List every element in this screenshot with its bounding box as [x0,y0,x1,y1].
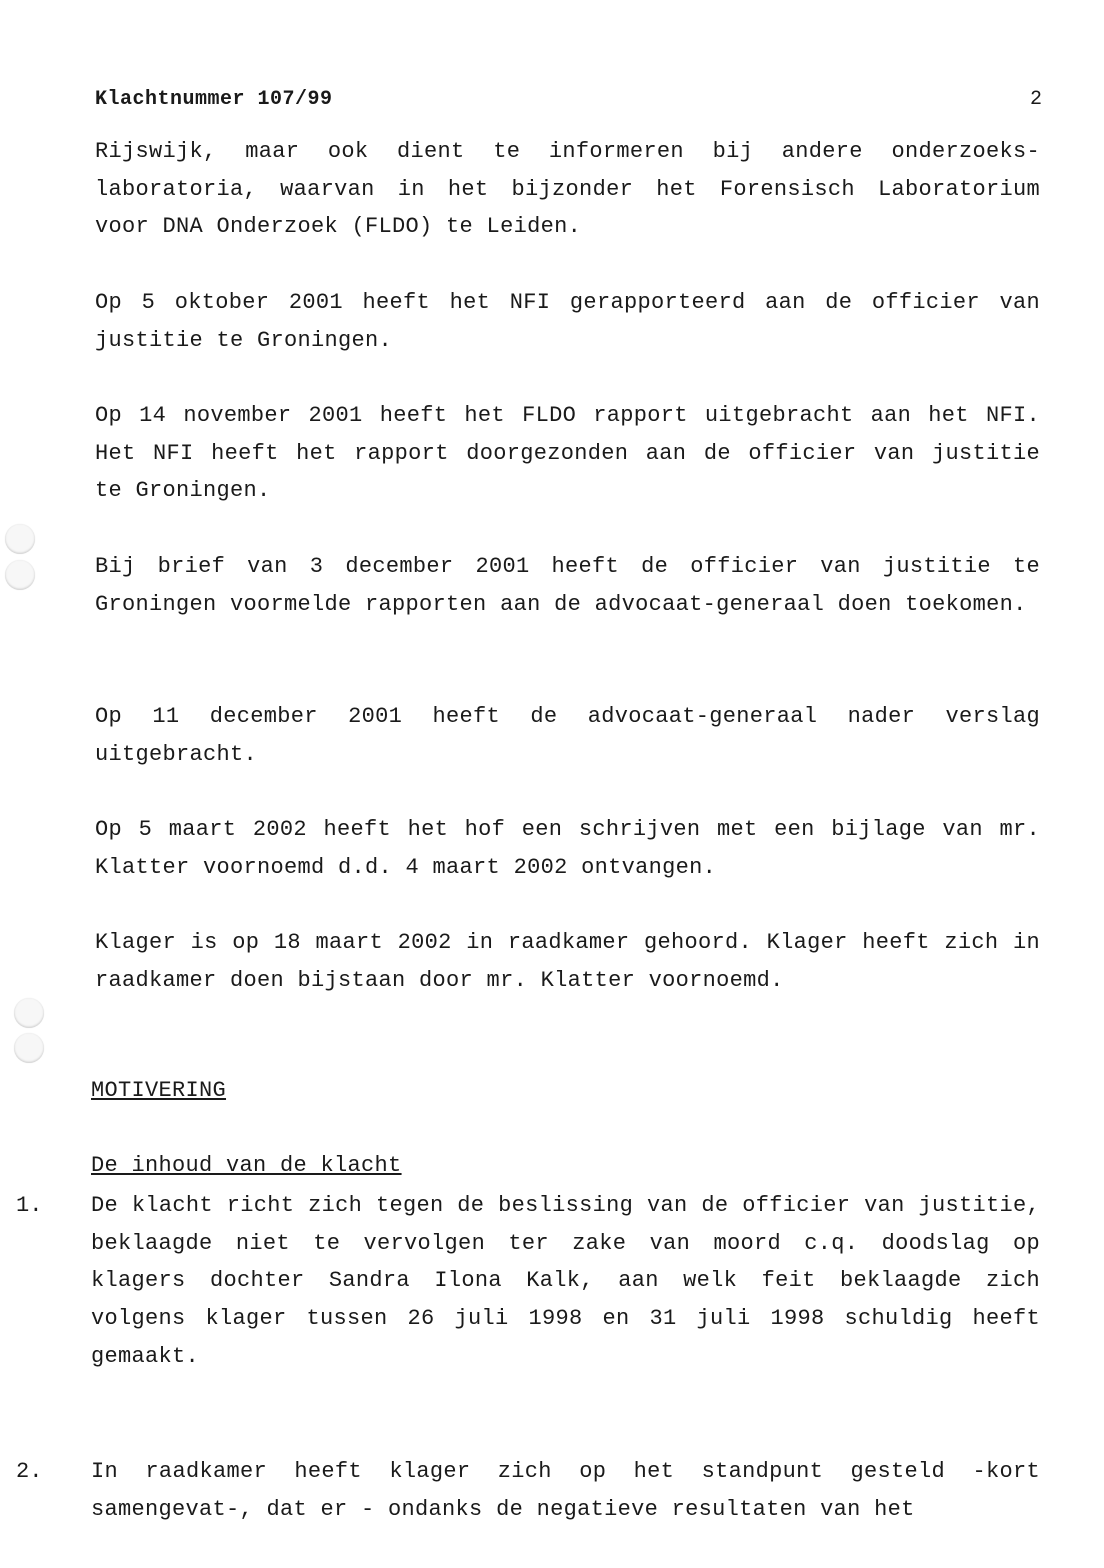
paragraph-5-oktober: Op 5 oktober 2001 heeft het NFI gerapporteerd aan de officier van justitie te Groningen. [95,290,1040,353]
punch-hole-icon [14,1033,44,1063]
punch-hole-icon [5,560,35,590]
item-text-1: De klacht richt zich tegen de beslissing van de officier van justitie, beklaagde niet te vervolgen ter zake van moord c.q. doodslag op klagers dochter Sandra Ilona Kalk, aan welk feit beklaagde zich volgens klager tussen 26 juli 1998 en 31 juli 1998 schuldig heeft gemaakt. [91,1193,1040,1369]
paragraph-3-december: Bij brief van 3 december 2001 heeft de officier van justitie te Groningen voormelde rapporten aan de advocaat-generaal doen toekomen. [95,554,1040,617]
section-heading: MOTIVERING [91,1078,227,1103]
paragraph-14-november: Op 14 november 2001 heeft het FLDO rapport uitgebracht aan het NFI. Het NFI heeft het rapport doorgezonden aan de officier van justitie te Groningen. [95,403,1040,504]
page-number: 2 [1029,88,1042,111]
item-number-1: 1. [16,1193,43,1218]
punch-hole-icon [5,524,35,554]
complaint-number-header: Klachtnummer 107/99 [95,88,333,111]
item-number-2: 2. [16,1459,43,1484]
section-subheading: De inhoud van de klacht [91,1153,402,1178]
punch-hole-icon [14,998,44,1028]
paragraph-18-maart: Klager is op 18 maart 2002 in raadkamer gehoord. Klager heeft zich in raadkamer doen bijstaan door mr. Klatter voornoemd. [95,930,1040,993]
paragraph-5-maart: Op 5 maart 2002 heeft het hof een schrijven met een bijlage van mr. Klatter voornoemd d.d. 4 maart 2002 ontvangen. [95,817,1040,880]
item-text-2: In raadkamer heeft klager zich op het standpunt gesteld -kort samengevat-, dat er - ondanks de negatieve resultaten van het [91,1459,1040,1522]
paragraph-rijswijk: Rijswijk, maar ook dient te informeren bij andere onderzoeks-laboratoria, waarvan in het bijzonder het Forensisch Laboratorium voor DNA Onderzoek (FLDO) te Leiden. [95,139,1040,240]
paragraph-11-december: Op 11 december 2001 heeft de advocaat-generaal nader verslag uitgebracht. [95,704,1040,767]
